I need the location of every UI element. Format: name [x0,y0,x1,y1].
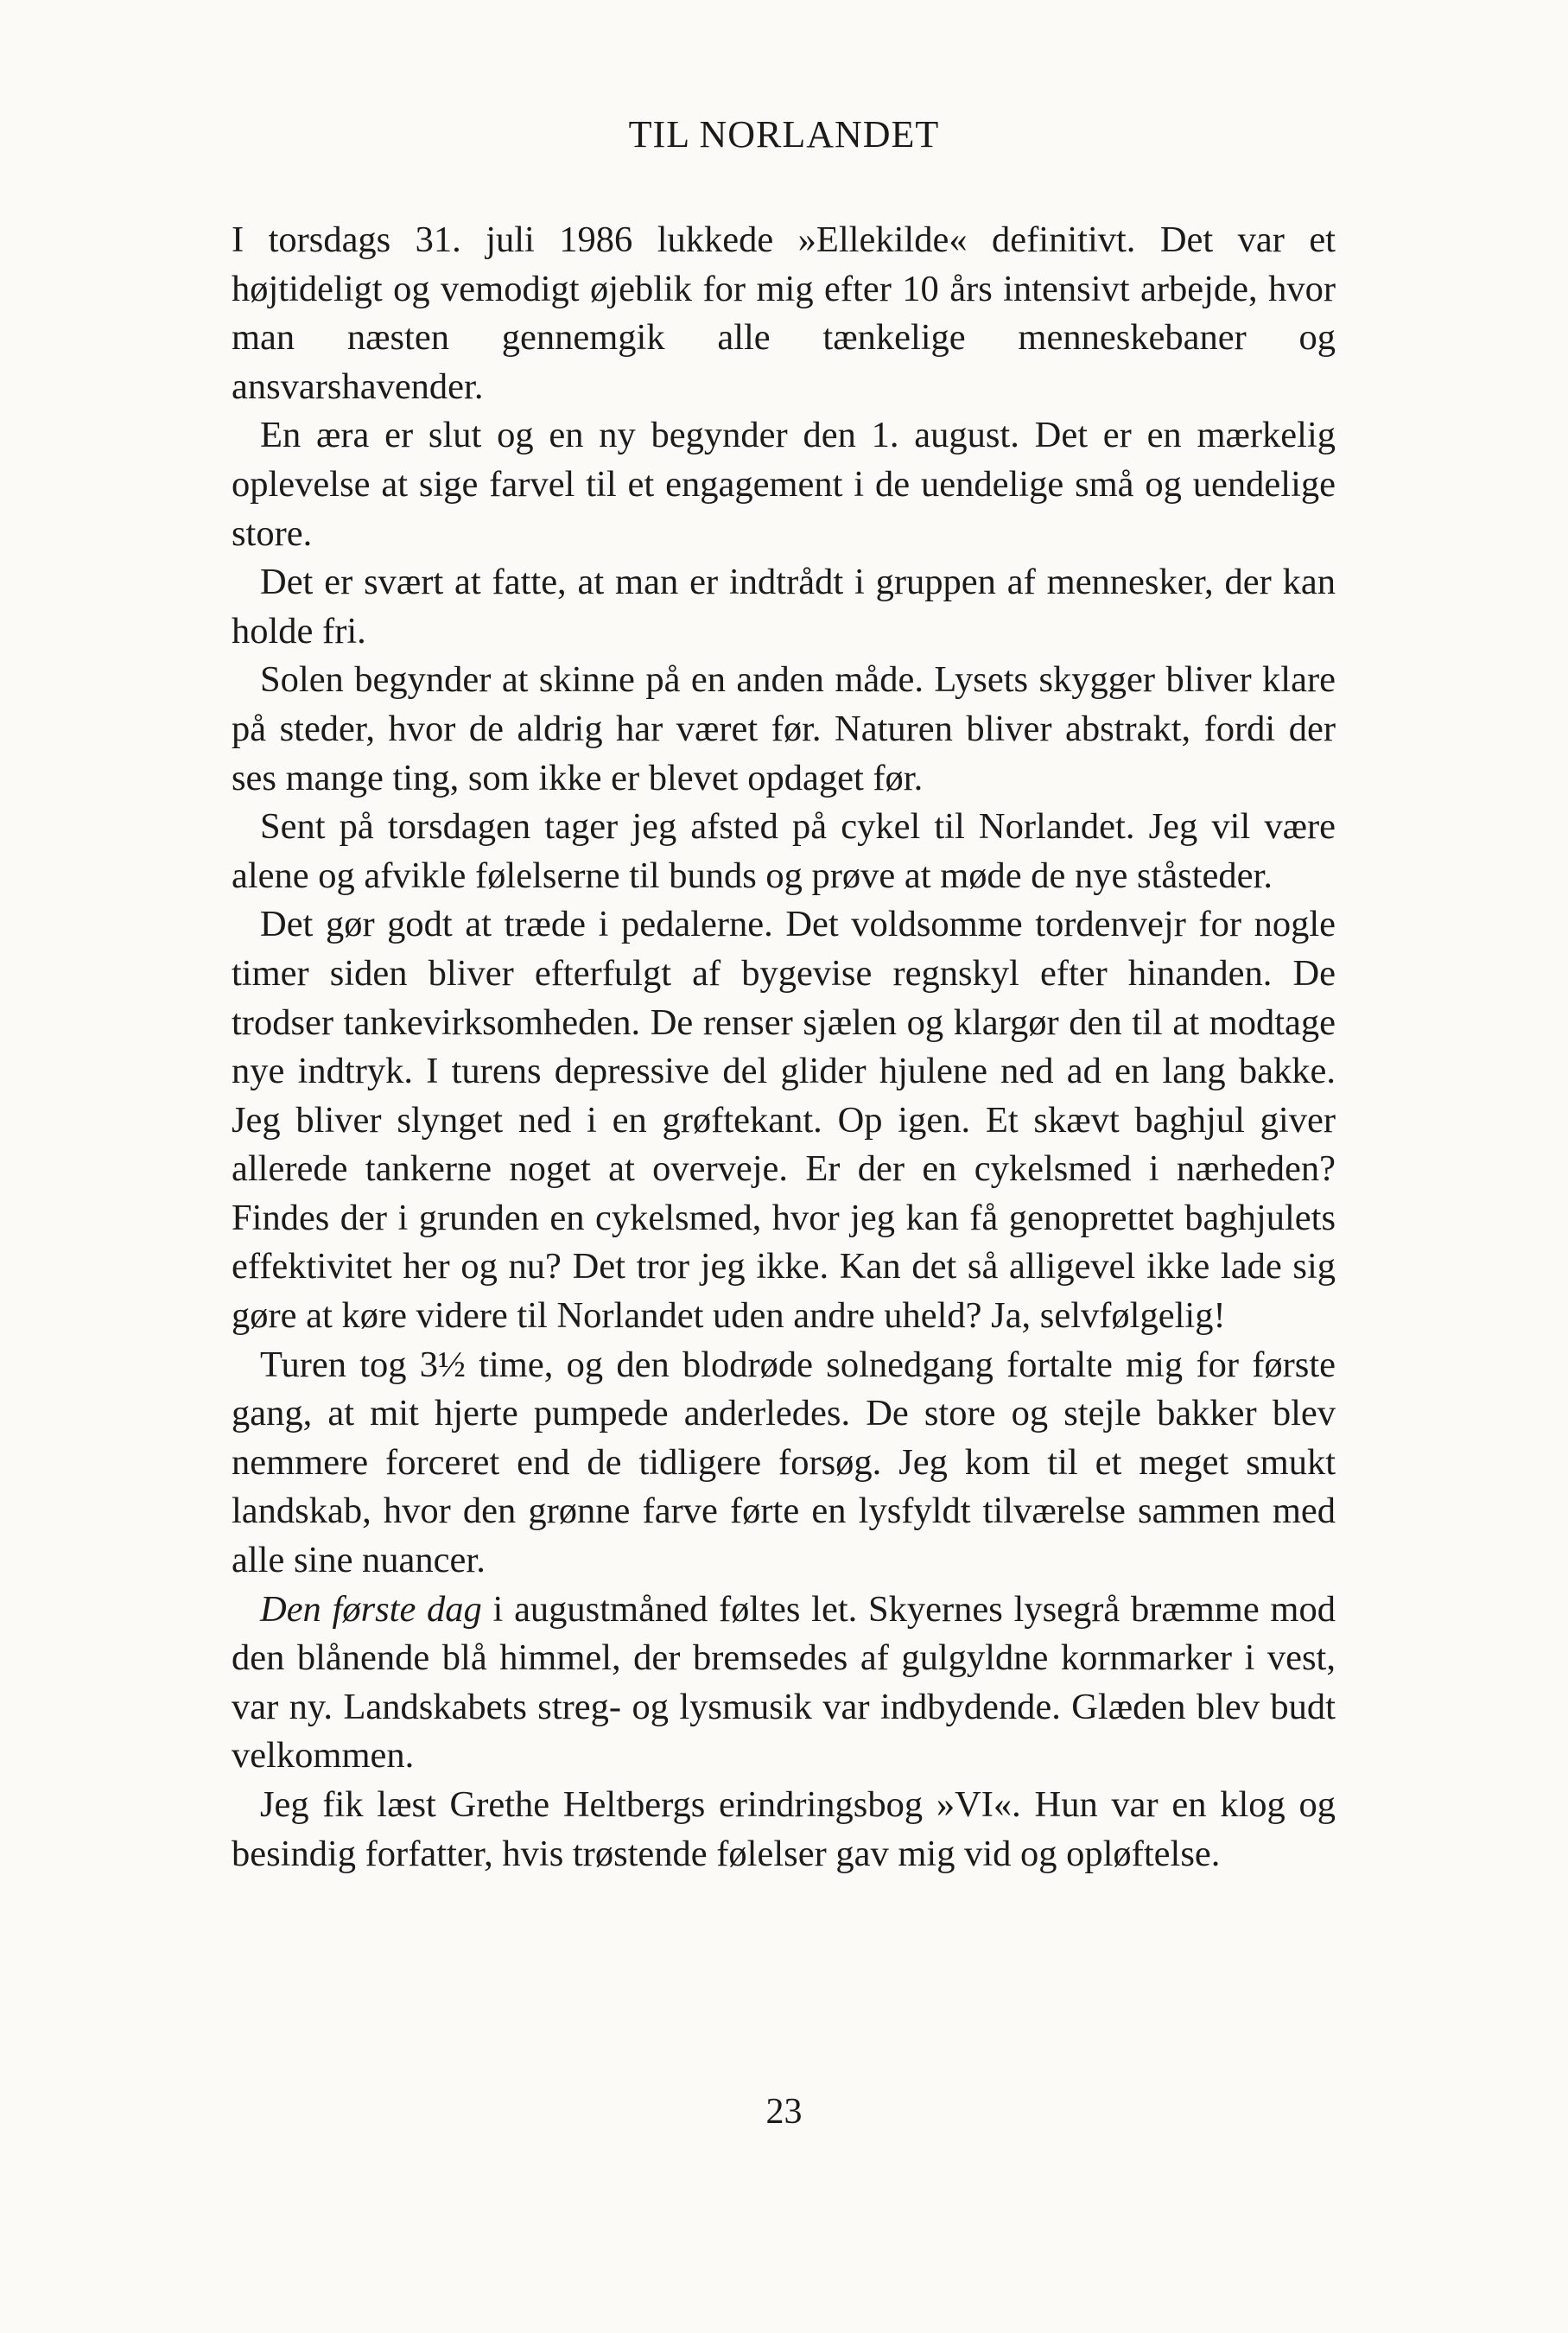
paragraph-6: Det gør godt at træde i pedalerne. Det voldsomme tordenvejr for nogle timer siden bliver efterfulgt af bygevise regnskyl efter hinanden. De trodser tankevirksomheden. De renser sjælen og klargør den til at modtage nye indtryk. I turens depressive del glider hjulene ned ad en lang bakke. Jeg bliver slynget ned i en grøftekant. Op igen. Et skævt baghjul giver allerede tankerne noget at overveje. Er der en cykelsmed i nærheden? Findes der i grunden en cykelsmed, hvor jeg kan få genoprettet baghjulets effektivitet her og nu? Det tror jeg ikke. Kan det så alligevel ikke lade sig gøre at køre videre til Norlandet uden andre uheld? Ja, selvfølgelig! [232,904,1336,1337]
paragraph-4: Solen begynder at skinne på en anden måde. Lysets skygger bliver klare på steder, hvor de aldrig har været før. Naturen bliver abstrakt, fordi der ses mange ting, som ikke er blevet opdaget før. [232,659,1336,798]
paragraph-7: Turen tog 3½ time, og den blodrøde solnedgang fortalte mig for første gang, at mit hjerte pumpede anderledes. De store og stejle bakker blev nemmere forceret end de tidligere forsøg. Jeg kom til et meget smukt landskab, hvor den grønne farve førte en lysfyldt tilværelse sammen med alle sine nuancer. [232,1344,1336,1581]
paragraph-8 [232,1586,1336,1781]
paragraph-2: En æra er slut og en ny begynder den 1. august. Det er en mærkelig oplevelse at sige farvel til et engagement i de uendelige små og uendelige store. [232,415,1336,554]
body-text [232,216,1336,1878]
page-number: 23 [765,2092,803,2132]
paragraph-8-text: i augustmåned føltes let. Skyernes lysegrå bræmme mod den blånende blå himmel, der bremsedes af gulgyldne kornmarker i vest, var ny. Landskabets streg- og lysmusik var indbydende. Glæden blev budt velkommen. [232,1588,1336,1777]
paragraph-1: I torsdags 31. juli 1986 lukkede »Ellekilde« definitivt. Det var et højtideligt og vemodigt øjeblik for mig efter 10 års intensivt arbejde, hvor man næsten gennemgik alle tænkelige menneskebaner og ansvarshavender. [232,219,1336,407]
paragraph-9: Jeg fik læst Grethe Heltbergs erindringsbog »VI«. Hun var en klog og besindig forfatter, hvis trøstende følelser gav mig vid og opløftelse. [232,1784,1336,1874]
paragraph-8-italic-lead: Den første dag [260,1588,482,1630]
paragraph-5: Sent på torsdagen tager jeg afsted på cykel til Norlandet. Jeg vil være alene og afvikle følelserne til bunds og prøve at møde de nye ståsteder. [232,806,1336,896]
paragraph-3: Det er svært at fatte, at man er indtrådt i gruppen af mennesker, der kan holde fri. [232,562,1336,652]
running-title: TIL NORLANDET [628,113,940,156]
